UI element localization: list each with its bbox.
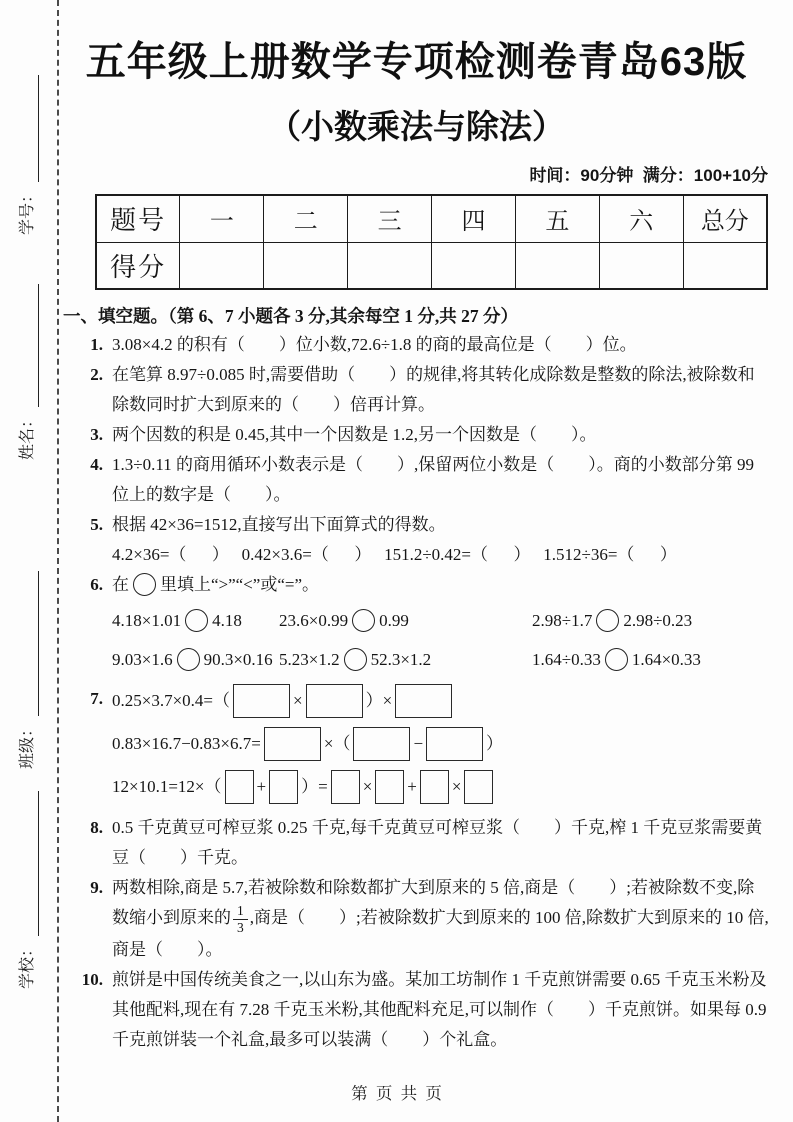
score-table-row-header: 题号: [96, 195, 180, 242]
student-name-label: 姓名：: [19, 411, 36, 460]
compare-circle-blank: [177, 648, 200, 671]
answer-box: [269, 770, 298, 804]
right-expression: 4.18: [212, 611, 242, 630]
left-expression: 1.64÷0.33: [532, 650, 601, 669]
question-number: 4.: [90, 455, 103, 474]
expression-text: 12×10.1=12×（: [112, 777, 222, 796]
left-expression: 5.23×1.2: [279, 650, 340, 669]
question-6-items: [112, 606, 770, 675]
compare-circle-blank: [185, 609, 208, 632]
question-number: 9.: [90, 878, 103, 897]
score-table-col-2: 二: [264, 195, 348, 242]
question-text: [112, 878, 769, 959]
question-7: [63, 684, 770, 804]
answer-box: [420, 770, 449, 804]
question-number: 2.: [90, 365, 103, 384]
score-table-col-total: 总分: [683, 195, 767, 242]
answer-box: [225, 770, 254, 804]
question-5-equations: 4.2×36=（ ） 0.42×3.6=（ ） 151.2÷0.42=（ ） 1.512÷36=（ ）: [112, 545, 677, 564]
question-text-part-2: ,商是（ ）;若被除数扩大到原来的 100 倍,除数扩大到原来的 10 倍,商是（ ）。: [112, 908, 769, 960]
question-text: 煎饼是中国传统美食之一,以山东为盛。某加工坊制作 1 千克煎饼需要 0.65 千克玉米粉及其他配料,现在有 7.28 千克玉米粉,其他配料充足,可以制作（ ）千克煎饼。如果每 0.9 千克煎饼装一个礼盒,最多可以装满（ ）个礼盒。: [112, 970, 771, 1050]
fraction-one-third: [233, 903, 248, 935]
compare-circle-blank: [596, 609, 619, 632]
question-text: 0.5 千克黄豆可榨豆浆 0.25 千克,每千克黄豆可榨豆浆（ ）千克,榨 1 千克豆浆需要黄豆（ ）千克。: [112, 818, 763, 867]
question-2: [63, 360, 770, 420]
answer-box: [353, 727, 410, 761]
question-1: [63, 330, 770, 360]
score-cell-empty: [515, 242, 599, 289]
question-number: 7.: [90, 689, 103, 708]
right-expression: 0.99: [379, 611, 409, 630]
answer-box: [426, 727, 483, 761]
question-text: 在笔算 8.97÷0.085 时,需要借助（ ）的规律,将其转化成除数是整数的除法,被除数和除数同时扩大到原来的（ ）倍再计算。: [112, 365, 755, 414]
score-table: [95, 194, 768, 290]
operator-text: ×: [451, 777, 462, 796]
answer-box: [264, 727, 321, 761]
expression-text: ）=: [301, 777, 328, 796]
right-expression: 1.64×0.33: [631, 650, 701, 669]
answer-box: [464, 770, 493, 804]
question-6: [63, 570, 770, 675]
compare-circle-blank: [352, 609, 375, 632]
score-table-header-row: [96, 195, 767, 242]
right-expression: 90.3×0.16: [203, 650, 273, 669]
score-table-col-5: 五: [515, 195, 599, 242]
left-expression: 2.98÷1.7: [532, 611, 593, 630]
question-5: [63, 510, 770, 570]
operator-text: −: [413, 734, 424, 753]
compare-item-3: [532, 606, 770, 636]
question-text-part-1: 两数相除,商是 5.7,若被除数和除数都扩大到原来的 5 倍,商是（ ）;若被除数不变,除数缩小到原来的: [112, 878, 755, 927]
question-text: 两个因数的积是 0.45,其中一个因数是 1.2,另一个因数是（ ）。: [112, 425, 597, 444]
expression-text: 0.83×16.7−0.83×6.7=: [112, 734, 261, 753]
score-cell-empty: [599, 242, 683, 289]
right-expression: 52.3×1.2: [370, 650, 432, 669]
left-expression: 23.6×0.99: [279, 611, 349, 630]
score-row-header: 得分: [96, 242, 180, 289]
question-7-line-2: [112, 727, 770, 761]
question-text-pre: 在: [112, 575, 129, 594]
question-number: 1.: [90, 335, 103, 354]
score-table-col-6: 六: [599, 195, 683, 242]
school-label: 学校：: [19, 940, 36, 989]
question-text: 1.3÷0.11 的商用循环小数表示是（ ）,保留两位小数是（ ）。商的小数部分第 99 位上的数字是（ ）。: [112, 455, 759, 504]
operator-text: ×: [293, 691, 303, 710]
compare-item-4: [112, 645, 279, 675]
section-title: 一、填空题。（第 6、7 小题各 3 分,其余每空 1 分,共 27 分）: [63, 306, 518, 326]
exam-title: 五年级上册数学专项检测卷青岛63版: [85, 40, 748, 84]
operator-text: ×: [362, 777, 373, 796]
score-cell-empty: [683, 242, 767, 289]
score-cell-empty: [348, 242, 432, 289]
time-score-info: 时间：90分钟 满分：100+10分: [529, 166, 768, 185]
answer-box: [331, 770, 360, 804]
school-field: [17, 791, 39, 989]
score-cell-empty: [180, 242, 264, 289]
operator-text: ×（: [323, 734, 351, 753]
left-expression: 9.03×1.6: [112, 650, 173, 669]
expression-text: 0.25×3.7×0.4=（: [112, 691, 231, 710]
exam-subtitle: （小数乘法与除法）: [268, 108, 565, 145]
class-blank-line: [23, 571, 39, 716]
score-table-col-3: 三: [348, 195, 432, 242]
left-expression: 4.18×1.01: [112, 611, 182, 630]
answer-box: [233, 684, 290, 718]
compare-item-2: [279, 606, 532, 636]
expression-text: ）×: [365, 691, 393, 710]
score-table-col-1: 一: [180, 195, 264, 242]
question-list: [63, 330, 770, 1055]
page-footer: 第 页 共 页: [351, 1084, 442, 1103]
question-8: [63, 813, 770, 873]
question-text: [112, 575, 319, 594]
compare-item-6: [532, 645, 770, 675]
question-text-post: 里填上“>”“<”或“=”。: [160, 575, 320, 594]
class-label: 班级：: [19, 720, 36, 769]
question-9: [63, 873, 770, 965]
question-7-line-3: [112, 770, 770, 804]
compare-item-1: [112, 606, 279, 636]
student-name-blank-line: [23, 284, 39, 407]
answer-box: [306, 684, 363, 718]
question-number: 8.: [90, 818, 103, 837]
question-4: [63, 450, 770, 510]
expression-text: ）: [486, 734, 504, 753]
score-cell-empty: [432, 242, 516, 289]
question-7-line-1: [112, 684, 770, 718]
student-id-label: 学号：: [19, 186, 36, 235]
score-table-col-4: 四: [432, 195, 516, 242]
compare-circle-blank: [133, 573, 156, 596]
score-table-score-row: [96, 242, 767, 289]
student-id-blank-line: [23, 75, 39, 182]
compare-circle-blank: [344, 648, 367, 671]
class-field: [17, 571, 39, 769]
binding-dashed-line: [57, 0, 59, 1122]
fraction-numerator: 1: [233, 903, 248, 920]
score-cell-empty: [264, 242, 348, 289]
answer-box: [375, 770, 404, 804]
question-10: [63, 965, 770, 1055]
operator-text: +: [256, 777, 267, 796]
student-id-field: [17, 75, 39, 235]
question-3: [63, 420, 770, 450]
question-number: 10.: [81, 970, 103, 990]
answer-box: [395, 684, 452, 718]
main-content: [63, 0, 770, 1055]
right-expression: 2.98÷0.23: [623, 611, 693, 630]
question-text: 3.08×4.2 的积有（ ）位小数,72.6÷1.8 的商的最高位是（ ）位。: [112, 335, 637, 354]
question-number: 5.: [90, 515, 103, 534]
student-name-field: [17, 284, 39, 460]
compare-circle-blank: [605, 648, 628, 671]
fraction-denominator: 3: [237, 919, 244, 935]
question-text: 根据 42×36=1512,直接写出下面算式的得数。: [112, 515, 446, 534]
compare-item-5: [279, 645, 532, 675]
question-number: 6.: [90, 575, 103, 594]
operator-text: +: [407, 777, 417, 796]
school-blank-line: [23, 791, 39, 936]
question-number: 3.: [90, 425, 103, 444]
